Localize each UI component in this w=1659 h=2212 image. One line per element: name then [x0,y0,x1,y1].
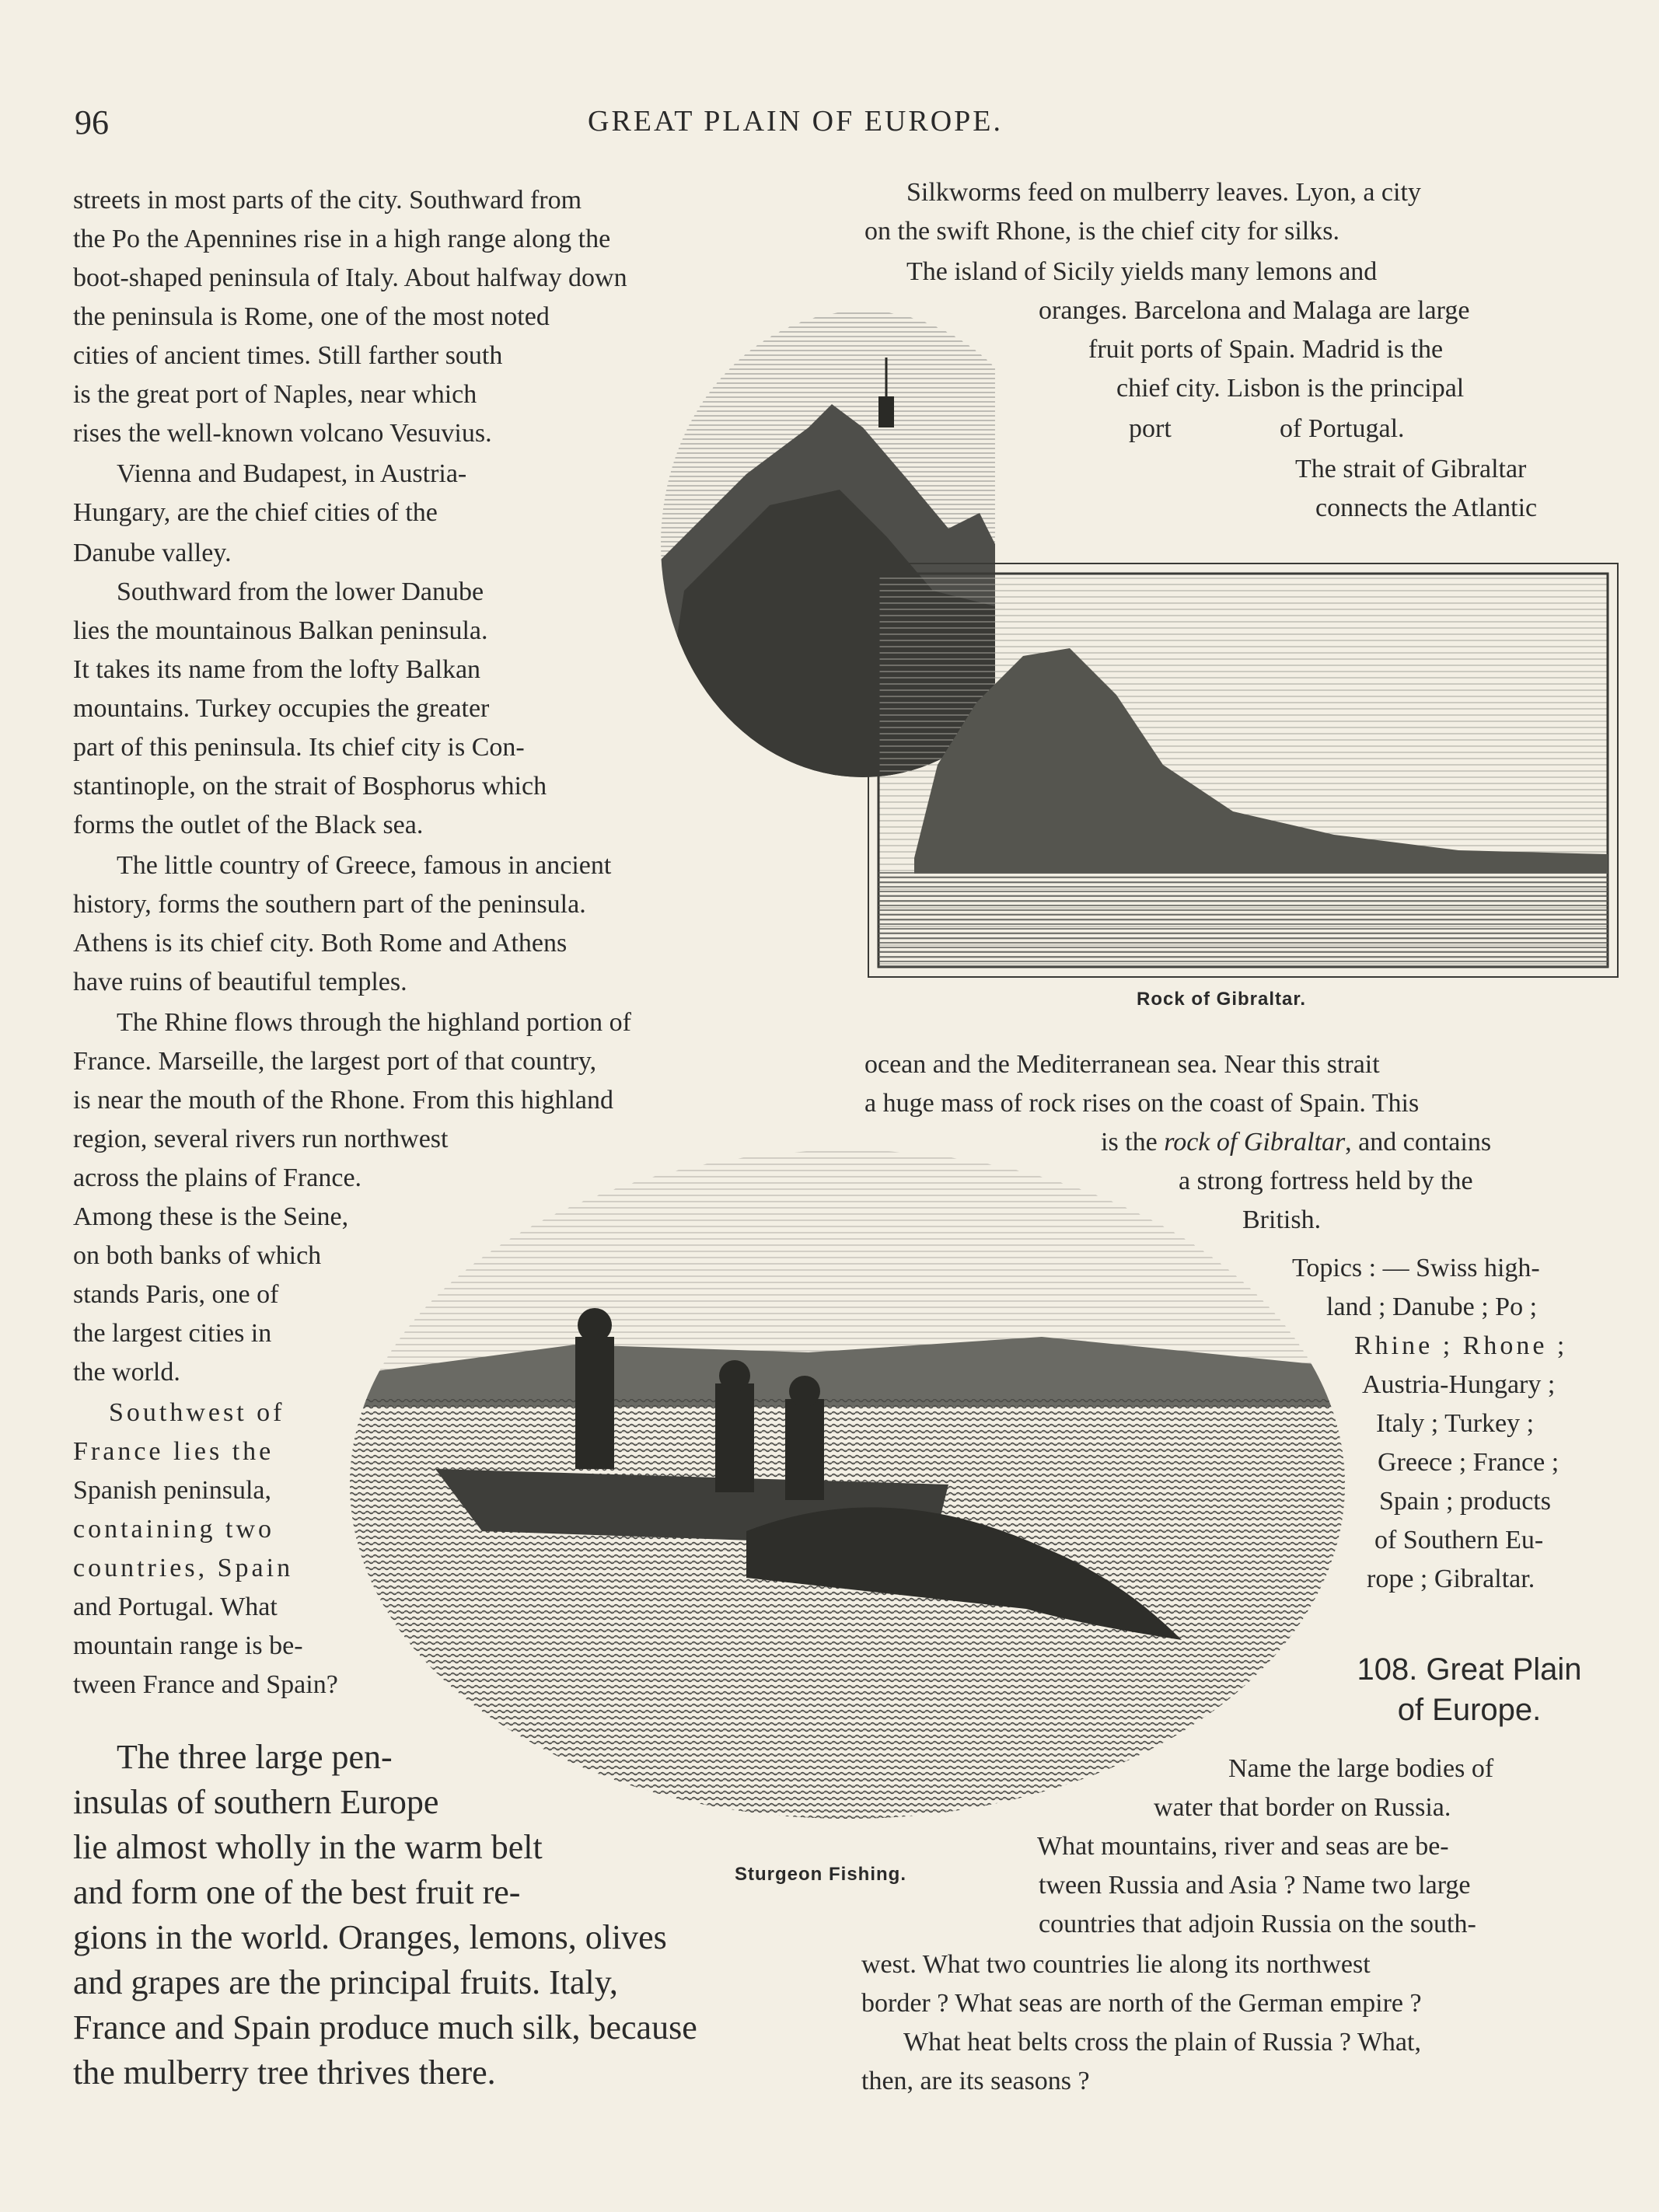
page-number: 96 [75,103,109,141]
text-line: the peninsula is Rome, one of the most noted [73,302,550,331]
text-line: on the swift Rhone, is the chief city for silks. [864,217,1339,246]
question-line: countries that adjoin Russia on the south- [1039,1910,1476,1938]
topics-line: rope ; Gibraltar. [1367,1565,1535,1593]
text-line: Southward from the lower Danube [117,577,484,606]
text-line: across the plains of France. [73,1164,362,1192]
text-line: British. [1242,1205,1322,1234]
text-line: streets in most parts of the city. Southward from [73,186,582,215]
text-line: fruit ports of Spain. Madrid is the [1088,335,1444,364]
text-line: region, several rivers run northwest [73,1125,449,1153]
gibraltar-term: rock of Gibraltar [1164,1128,1346,1157]
text-line: Silkworms feed on mulberry leaves. Lyon, a city [906,178,1421,207]
question-line: What mountains, river and seas are be- [1037,1832,1449,1861]
topics-line: Greece ; France ; [1378,1448,1559,1477]
text-line: mountain range is be- [73,1631,303,1660]
question-line: Name the large bodies of [1228,1754,1494,1783]
text-line: connects the Atlantic [1315,494,1538,522]
text-line: containing two [73,1515,275,1544]
large-text-line: and grapes are the principal fruits. Italy, [73,1963,618,2001]
rock-of-gibraltar-illustration [868,563,1619,978]
text-line: lies the mountainous Balkan peninsula. [73,616,488,645]
text-line: Danube valley. [73,539,232,567]
text-line: history, forms the southern part of the peninsula. [73,890,586,919]
section-heading-line: of Europe. [1397,1693,1542,1727]
topics-line: land ; Danube ; Po ; [1326,1293,1538,1321]
topics-line: Topics : — Swiss high- [1292,1254,1540,1282]
text-line: Hungary, are the chief cities of the [73,498,438,527]
text-line: Vienna and Budapest, in Austria- [117,459,467,488]
question-line: What heat belts cross the plain of Russia ? What, [903,2028,1421,2057]
text-line: a strong fortress held by the [1179,1167,1473,1195]
text-line: is the great port of Naples, near which [73,380,477,409]
text-line: forms the outlet of the Black sea. [73,811,424,839]
text-line: countries, Spain [73,1554,294,1582]
sturgeon-caption: Sturgeon Fishing. [735,1864,906,1885]
text-line: boot-shaped peninsula of Italy. About halfway down [73,263,627,292]
large-text-line: France and Spain produce much silk, because [73,2008,697,2046]
text-line: the world. [73,1358,180,1387]
large-text-line: insulas of southern Europe [73,1783,439,1821]
large-text-line: The three large pen- [117,1738,393,1776]
section-heading [1322,1649,1617,1730]
topics-line: Rhine ; Rhone ; [1354,1331,1568,1360]
text-line: mountains. Turkey occupies the greater [73,694,490,723]
question-line: west. What two countries lie along its northwest [861,1950,1371,1979]
question-line: then, are its seasons ? [861,2067,1090,2095]
text-line: Among these is the Seine, [73,1202,349,1231]
text-line: part of this peninsula. Its chief city is Con- [73,733,525,762]
text-line: tween France and Spain? [73,1670,338,1699]
running-title: GREAT PLAIN OF EUROPE. [588,105,1004,138]
text-line: rises the well-known volcano Vesuvius. [73,419,492,448]
section-heading-line: 108. Great Plain [1357,1652,1582,1687]
gibraltar-caption: Rock of Gibraltar. [1137,989,1307,1010]
text-line: Athens is its chief city. Both Rome and Athens [73,929,568,958]
large-text-line: and form one of the best fruit re- [73,1873,521,1911]
text-line: France lies the [73,1437,274,1466]
topics-line: Austria-Hungary ; [1362,1370,1556,1399]
question-line: water that border on Russia. [1154,1793,1451,1822]
text-line: The strait of Gibraltar [1295,455,1527,483]
text-line: chief city. Lisbon is the principal [1116,374,1465,403]
text-line: have ruins of beautiful temples. [73,968,407,996]
sturgeon-fishing-illustration [342,1143,1353,1826]
text-line: The Rhine flows through the highland portion of [117,1008,631,1037]
text-line: cities of ancient times. Still farther south [73,341,503,370]
text-line: stands Paris, one of [73,1280,279,1309]
text-segment: is the [1101,1128,1165,1157]
text-line: on both banks of which [73,1241,322,1270]
text-line: the Po the Apennines rise in a high range along the [73,225,611,253]
text-line: The little country of Greece, famous in ancient [117,851,612,880]
topics-line: Spain ; products [1379,1487,1551,1516]
topics-line: Italy ; Turkey ; [1376,1409,1535,1438]
text-line: and Portugal. What [73,1593,278,1621]
text-line: Spanish peninsula, [73,1476,271,1505]
topics-line: of Southern Eu- [1374,1526,1544,1554]
text-line: France. Marseille, the largest port of that country, [73,1047,597,1076]
large-text-line: gions in the world. Oranges, lemons, olives [73,1918,667,1956]
text-line: It takes its name from the lofty Balkan [73,655,481,684]
question-line: tween Russia and Asia ? Name two large [1039,1871,1471,1900]
text-line: a huge mass of rock rises on the coast of Spain. This [864,1089,1420,1118]
text-line: the largest cities in [73,1319,272,1348]
text-line: stantinople, on the strait of Bosphorus which [73,772,547,801]
large-text-line: lie almost wholly in the warm belt [73,1828,543,1866]
text-segment: , and contains [1345,1128,1492,1157]
large-text-line: the mulberry tree thrives there. [73,2053,496,2092]
question-line: border ? What seas are north of the German empire ? [861,1989,1422,2018]
text-line: oranges. Barcelona and Malaga are large [1039,296,1470,325]
text-line: Southwest of [109,1398,285,1427]
text-line: The island of Sicily yields many lemons and [906,257,1378,286]
text-line: is near the mouth of the Rhone. From this highland [73,1086,614,1115]
text-line: of Portugal. [1280,414,1405,443]
text-line: port [1129,414,1172,443]
text-line: ocean and the Mediterranean sea. Near this strait [864,1050,1380,1079]
text-line [1101,1125,1491,1160]
